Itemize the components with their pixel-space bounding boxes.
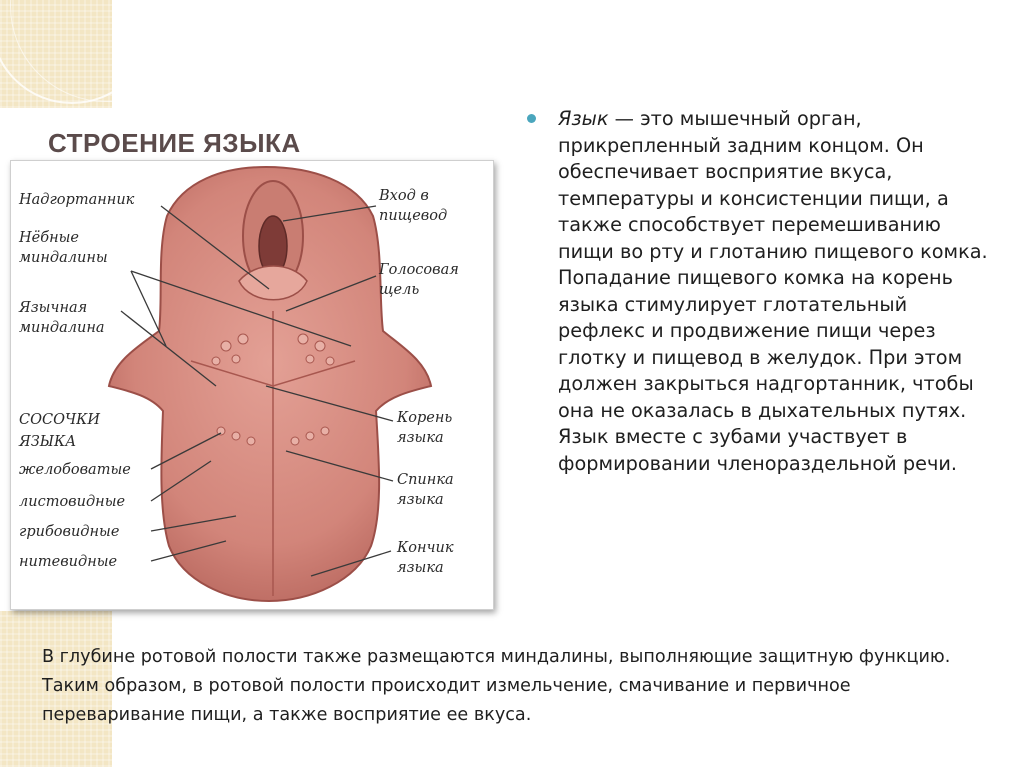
slide-title: СТРОЕНИЕ ЯЗЫКА	[48, 128, 301, 158]
label-esophagus-entrance: Вход в	[379, 188, 429, 204]
label-filiform-papillae: нитевидные	[19, 554, 118, 570]
label-palatine-tonsils: Нёбные	[19, 230, 80, 246]
bullet-description: — это мышечный орган, прикрепленный задним концом. Он обеспечивает восприятие вкуса, температуры и консистенции пищи, а также способствует перемешиванию пищи во рту и глотанию пищевого комка. Попадание пищевого комка на корень языка стимулирует глотательный рефлекс и продвижение пищи через глотку и пищевод в желудок. При этом должен закрыться надгортанник, чтобы она не оказалась в дыхательных путях. Язык вместе с зубами участвует в формировании членораздельной речи.	[558, 107, 988, 475]
label-tongue-dorsum: языка	[397, 492, 444, 508]
label-papillae-heading: ЯЗЫКА	[19, 434, 77, 450]
label-fungiform-papillae: грибовидные	[19, 524, 120, 540]
label-foliate-papillae: листовидные	[19, 494, 126, 510]
bullet-term: Язык	[558, 107, 609, 130]
label-glottis: щель	[379, 282, 420, 298]
label-tongue-root: языка	[397, 430, 444, 446]
label-lingual-tonsil: миндалина	[19, 320, 105, 336]
label-tongue-root: Корень	[397, 410, 453, 426]
label-lingual-tonsil: Язычная	[19, 300, 88, 316]
label-tongue-dorsum: Спинка	[397, 472, 454, 488]
bullet-body	[524, 106, 994, 477]
label-tongue-tip: Кончик	[397, 540, 454, 556]
label-palatine-tonsils: миндалины	[19, 250, 108, 266]
label-vallate-papillae: желобоватые	[19, 462, 131, 478]
decorative-corner-top-left	[0, 0, 112, 108]
label-epiglottis: Надгортанник	[19, 192, 135, 208]
footer-paragraph: В глубине ротовой полости также размещаются миндалины, выполняющие защитную функцию. Таким образом, в ротовой полости происходит измельчение, смачивание и первичное переваривание пищи, а также восприятие ее вкуса.	[42, 647, 951, 725]
bullet-paragraph	[524, 106, 994, 477]
label-tongue-tip: языка	[397, 560, 444, 576]
tongue-diagram	[10, 160, 494, 610]
label-esophagus-entrance: пищевод	[379, 208, 448, 224]
label-papillae-heading: СОСОЧКИ	[19, 412, 101, 428]
label-glottis: Голосовая	[379, 262, 459, 278]
